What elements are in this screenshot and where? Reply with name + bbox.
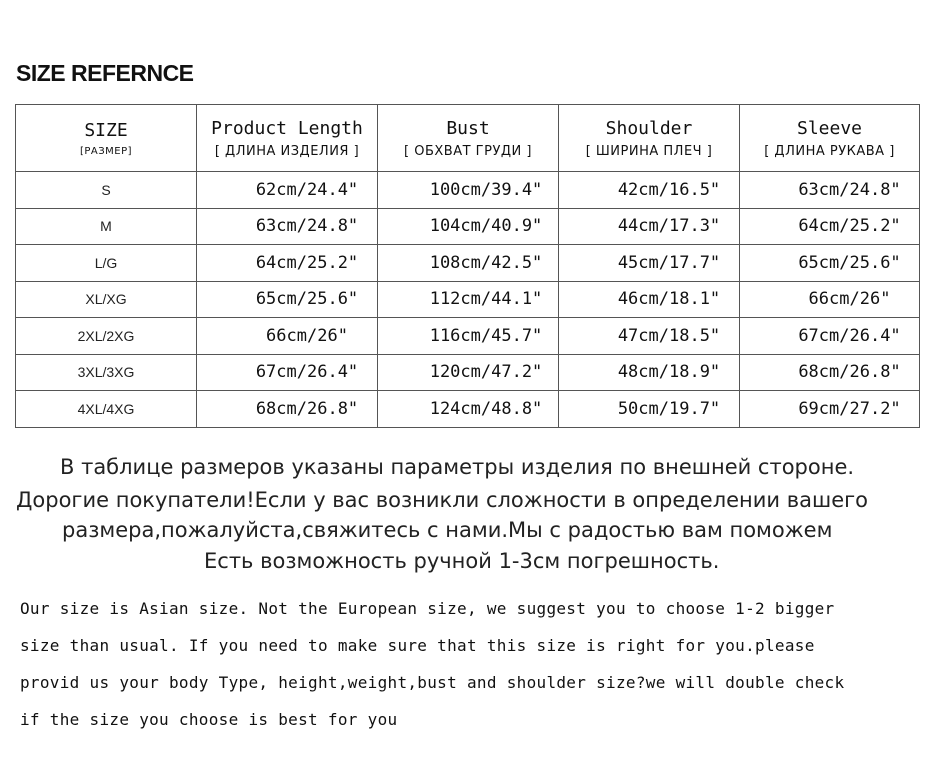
header-sublabel: [ ДЛИНА РУКАВА ] <box>764 143 895 159</box>
table-row <box>16 354 920 391</box>
length-cell: 64cm/25.2" <box>197 245 378 282</box>
length-cell: 68cm/26.8" <box>197 391 378 428</box>
russian-notice-line: Дорогие покупатели!Если у вас возникли сложности в определении вашего <box>16 488 869 512</box>
size-chart-table <box>15 104 920 428</box>
size-cell: M <box>16 208 197 245</box>
sleeve-cell: 67cm/26.4" <box>740 318 920 355</box>
english-notice-line: if the size you choose is best for you <box>20 710 398 729</box>
shoulder-cell: 44cm/17.3" <box>559 208 740 245</box>
length-cell: 67cm/26.4" <box>197 354 378 391</box>
bust-cell: 112cm/44.1" <box>378 281 559 318</box>
header-sleeve <box>740 105 920 172</box>
size-cell: 4XL/4XG <box>16 391 197 428</box>
bust-cell: 124cm/48.8" <box>378 391 559 428</box>
length-cell: 62cm/24.4" <box>197 172 378 209</box>
header-label: Sleeve <box>796 117 863 139</box>
header-label: Shoulder <box>605 117 693 139</box>
table-header-row <box>16 105 920 172</box>
length-cell: 63cm/24.8" <box>197 208 378 245</box>
sleeve-cell: 69cm/27.2" <box>740 391 920 428</box>
header-product-length <box>197 105 378 172</box>
bust-cell: 104cm/40.9" <box>378 208 559 245</box>
english-notice-line: size than usual. If you need to make sure that this size is right for you.please <box>20 636 815 655</box>
shoulder-cell: 47cm/18.5" <box>559 318 740 355</box>
page-title: SIZE REFERNCE <box>16 60 194 86</box>
header-label: Product Length <box>211 117 363 139</box>
shoulder-cell: 46cm/18.1" <box>559 281 740 318</box>
shoulder-cell: 42cm/16.5" <box>559 172 740 209</box>
size-cell: 3XL/3XG <box>16 354 197 391</box>
russian-notice-line: размера,пожалуйста,свяжитесь с нами.Мы с радостью вам поможем <box>62 518 833 542</box>
bust-cell: 120cm/47.2" <box>378 354 559 391</box>
length-cell: 65cm/25.6" <box>197 281 378 318</box>
length-cell: 66cm/26" <box>197 318 378 355</box>
table-row <box>16 318 920 355</box>
table-row <box>16 245 920 282</box>
header-shoulder <box>559 105 740 172</box>
english-notice-line: Our size is Asian size. Not the European size, we suggest you to choose 1-2 bigger <box>20 599 835 618</box>
sleeve-cell: 65cm/25.6" <box>740 245 920 282</box>
header-sublabel: [ ОБХВАТ ГРУДИ ] <box>404 143 532 159</box>
english-notice <box>20 590 915 738</box>
russian-notice-line: Есть возможность ручной 1-3см погрешность. <box>204 549 720 573</box>
bust-cell: 108cm/42.5" <box>378 245 559 282</box>
sleeve-cell: 63cm/24.8" <box>740 172 920 209</box>
bust-cell: 100cm/39.4" <box>378 172 559 209</box>
header-sublabel: [ ДЛИНА ИЗДЕЛИЯ ] <box>214 143 360 159</box>
sleeve-cell: 66cm/26" <box>740 281 920 318</box>
size-cell: 2XL/2XG <box>16 318 197 355</box>
size-cell: L/G <box>16 245 197 282</box>
header-sublabel: [РАЗМЕР] <box>79 145 133 157</box>
bust-cell: 116cm/45.7" <box>378 318 559 355</box>
shoulder-cell: 48cm/18.9" <box>559 354 740 391</box>
shoulder-cell: 45cm/17.7" <box>559 245 740 282</box>
table-row <box>16 391 920 428</box>
header-sublabel: [ ШИРИНА ПЛЕЧ ] <box>585 143 713 159</box>
sleeve-cell: 64cm/25.2" <box>740 208 920 245</box>
sleeve-cell: 68cm/26.8" <box>740 354 920 391</box>
header-size <box>16 105 197 172</box>
header-bust <box>378 105 559 172</box>
russian-notice-line: В таблице размеров указаны параметры изделия по внешней стороне. <box>60 455 855 479</box>
table-row <box>16 208 920 245</box>
header-label: SIZE <box>84 119 128 141</box>
table-row <box>16 172 920 209</box>
size-cell: XL/XG <box>16 281 197 318</box>
shoulder-cell: 50cm/19.7" <box>559 391 740 428</box>
english-notice-line: provid us your body Type, height,weight,bust and shoulder size?we will double check <box>20 673 845 692</box>
table-row <box>16 281 920 318</box>
header-label: Bust <box>446 117 490 139</box>
size-cell: S <box>16 172 197 209</box>
